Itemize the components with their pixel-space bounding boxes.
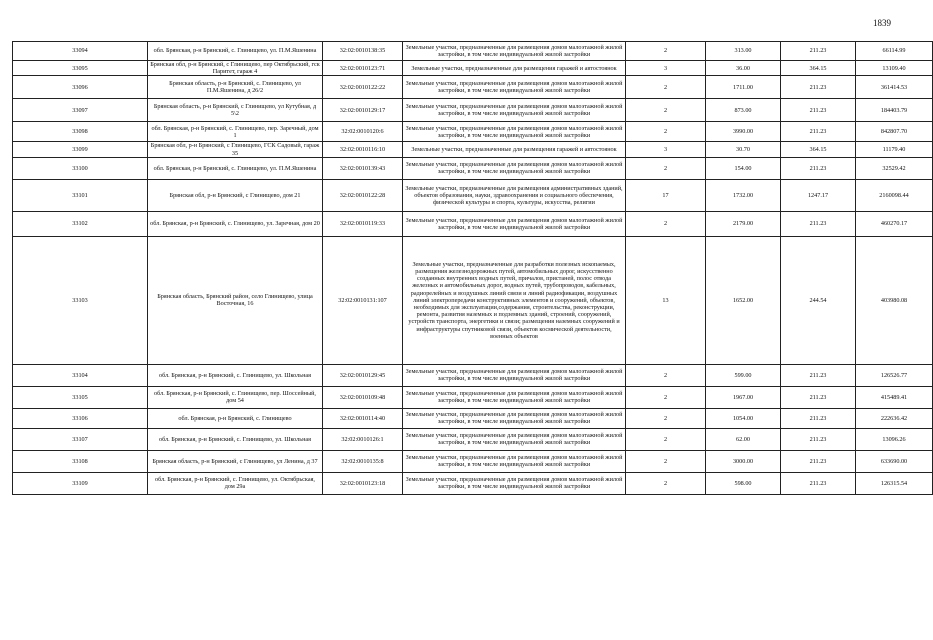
row-group: 2 bbox=[626, 157, 706, 179]
row-group: 2 bbox=[626, 42, 706, 61]
row-group: 2 bbox=[626, 386, 706, 408]
row-cadastral-value: 415489.41 bbox=[856, 386, 933, 408]
table-row bbox=[13, 211, 933, 236]
row-group: 2 bbox=[626, 364, 706, 386]
row-cadastral-number: 32:02:0010131:107 bbox=[323, 236, 403, 364]
row-id: 33101 bbox=[13, 179, 148, 211]
table-row bbox=[13, 408, 933, 428]
row-permitted-use: Земельные участки, предназначенные для размещения домов малоэтажной жилой застройки, в том числе индивидуальной жилой застройки bbox=[403, 42, 626, 61]
row-address: обл. Брянская, р-н Брянский, с. Глинищево, пер. Шоссейный, дом 54 bbox=[148, 386, 323, 408]
row-address: обл. Брянская, р-н Брянский, с. Глинищево, ул. П.М.Яшенина bbox=[148, 157, 323, 179]
row-cadastral-number: 32:02:0010135:8 bbox=[323, 450, 403, 472]
row-cadastral-number: 32:02:0010129:45 bbox=[323, 364, 403, 386]
row-address: Брянская область, р-н Брянский, с. Глинищево, ул П.М.Яшенина, д 26/2 bbox=[148, 76, 323, 99]
row-id: 33099 bbox=[13, 142, 148, 157]
row-cadastral-value: 11179.40 bbox=[856, 142, 933, 157]
table-row bbox=[13, 450, 933, 472]
row-cadastral-value: 842807.70 bbox=[856, 122, 933, 142]
row-area: 36.00 bbox=[706, 61, 781, 76]
row-permitted-use: Земельные участки, предназначенные для размещения домов малоэтажной жилой застройки, в том числе индивидуальной жилой застройки bbox=[403, 122, 626, 142]
row-cadastral-number: 32:02:0010126:1 bbox=[323, 428, 403, 450]
row-address: обл. Брянская, р-н Брянский, с. Глинищево, ул. П.М.Яшенина bbox=[148, 42, 323, 61]
row-id: 33105 bbox=[13, 386, 148, 408]
row-unit-rate: 1247.17 bbox=[781, 179, 856, 211]
row-cadastral-value: 222636.42 bbox=[856, 408, 933, 428]
row-area: 3990.00 bbox=[706, 122, 781, 142]
row-cadastral-value: 66114.99 bbox=[856, 42, 933, 61]
row-id: 33102 bbox=[13, 211, 148, 236]
row-area: 30.70 bbox=[706, 142, 781, 157]
row-id: 33096 bbox=[13, 76, 148, 99]
row-area: 1054.00 bbox=[706, 408, 781, 428]
row-cadastral-value: 184403.79 bbox=[856, 99, 933, 122]
row-cadastral-number: 32:02:0010109:48 bbox=[323, 386, 403, 408]
table-row bbox=[13, 42, 933, 61]
row-group: 2 bbox=[626, 472, 706, 494]
row-cadastral-value: 126315.54 bbox=[856, 472, 933, 494]
row-group: 3 bbox=[626, 142, 706, 157]
row-unit-rate: 211.23 bbox=[781, 386, 856, 408]
table-row bbox=[13, 179, 933, 211]
row-area: 598.00 bbox=[706, 472, 781, 494]
row-unit-rate: 211.23 bbox=[781, 428, 856, 450]
row-permitted-use: Земельные участки, предназначенные для размещения гаражей и автостоянок bbox=[403, 61, 626, 76]
row-permitted-use: Земельные участки, предназначенные для разработки полезных ископаемых, размещения железнодорожных путей, автомобильных дорог, искусственно созданных внутренних водных путей, причалов, пристаней, полос отвода железных и автомобильных дорог, водных путей, трубопроводов, кабельных, радиорелейных и воздушных линий связи и линий радиофикации, воздушных линий электропередачи конструктивных элементов и сооружений, объектов, необходимых для эксплуатации,содержания, строительства, реконструкции, ремонта, развития наземных и подземных зданий, строений, сооружений, устройств транспорта, энергетики и связи; размещения наземных сооружений и инфраструктуры спутниковой связи, объектов космической деятельности, военных объектов bbox=[403, 236, 626, 364]
row-unit-rate: 211.23 bbox=[781, 364, 856, 386]
row-unit-rate: 364.15 bbox=[781, 142, 856, 157]
table-body bbox=[13, 42, 933, 495]
row-address: Брянская область, р-н Брянский, с Глинищево, ул Кутубная, д 5\2 bbox=[148, 99, 323, 122]
row-cadastral-value: 361414.53 bbox=[856, 76, 933, 99]
row-address: обл. Брянская, р-н Брянский, с. Глинищево bbox=[148, 408, 323, 428]
row-area: 1967.00 bbox=[706, 386, 781, 408]
row-cadastral-value: 13096.26 bbox=[856, 428, 933, 450]
row-group: 2 bbox=[626, 99, 706, 122]
row-group: 2 bbox=[626, 211, 706, 236]
row-id: 33104 bbox=[13, 364, 148, 386]
row-cadastral-number: 32:02:0010122:22 bbox=[323, 76, 403, 99]
table-row bbox=[13, 472, 933, 494]
row-id: 33098 bbox=[13, 122, 148, 142]
row-unit-rate: 211.23 bbox=[781, 472, 856, 494]
row-address: обл. Брянская, р-н Брянский, с. Глинищево, ул. Школьная bbox=[148, 364, 323, 386]
row-permitted-use: Земельные участки, предназначенные для размещения домов малоэтажной жилой застройки, в том числе индивидуальной жилой застройки bbox=[403, 450, 626, 472]
row-cadastral-number: 32:02:0010123:18 bbox=[323, 472, 403, 494]
row-cadastral-value: 403980.08 bbox=[856, 236, 933, 364]
row-unit-rate: 211.23 bbox=[781, 157, 856, 179]
row-unit-rate: 211.23 bbox=[781, 76, 856, 99]
table-row bbox=[13, 61, 933, 76]
row-id: 33095 bbox=[13, 61, 148, 76]
row-cadastral-value: 13109.40 bbox=[856, 61, 933, 76]
row-area: 1732.00 bbox=[706, 179, 781, 211]
row-address: Брянская обл, р-н Брянский, с Глинищево, ГСК Садовый, гараж 35 bbox=[148, 142, 323, 157]
row-cadastral-number: 32:02:0010116:10 bbox=[323, 142, 403, 157]
row-cadastral-number: 32:02:0010138:35 bbox=[323, 42, 403, 61]
row-permitted-use: Земельные участки, предназначенные для размещения домов малоэтажной жилой застройки, в том числе индивидуальной жилой застройки bbox=[403, 211, 626, 236]
row-cadastral-value: 126526.77 bbox=[856, 364, 933, 386]
row-address: обл. Брянская, р-н Брянский, с. Глинищево, ул. Октябрьская, дом 29а bbox=[148, 472, 323, 494]
row-address: Брянская обл, р-н Брянский, с Глинищево, дом 21 bbox=[148, 179, 323, 211]
table-row bbox=[13, 99, 933, 122]
row-group: 2 bbox=[626, 76, 706, 99]
table-row bbox=[13, 157, 933, 179]
row-permitted-use: Земельные участки, предназначенные для размещения домов малоэтажной жилой застройки, в том числе индивидуальной жилой застройки bbox=[403, 157, 626, 179]
row-permitted-use: Земельные участки, предназначенные для размещения домов малоэтажной жилой застройки, в том числе индивидуальной жилой застройки bbox=[403, 408, 626, 428]
row-id: 33106 bbox=[13, 408, 148, 428]
row-permitted-use: Земельные участки, предназначенные для размещения домов малоэтажной жилой застройки, в том числе индивидуальной жилой застройки bbox=[403, 472, 626, 494]
row-group: 3 bbox=[626, 61, 706, 76]
row-cadastral-number: 32:02:0010122:28 bbox=[323, 179, 403, 211]
row-area: 62.00 bbox=[706, 428, 781, 450]
row-permitted-use: Земельные участки, предназначенные для размещения домов малоэтажной жилой застройки, в том числе индивидуальной жилой застройки bbox=[403, 428, 626, 450]
row-permitted-use: Земельные участки, предназначенные для размещения домов малоэтажной жилой застройки, в том числе индивидуальной жилой застройки bbox=[403, 364, 626, 386]
row-id: 33107 bbox=[13, 428, 148, 450]
row-unit-rate: 211.23 bbox=[781, 99, 856, 122]
row-id: 33108 bbox=[13, 450, 148, 472]
row-cadastral-value: 633690.00 bbox=[856, 450, 933, 472]
row-area: 2179.00 bbox=[706, 211, 781, 236]
row-id: 33103 bbox=[13, 236, 148, 364]
row-cadastral-value: 32529.42 bbox=[856, 157, 933, 179]
row-unit-rate: 211.23 bbox=[781, 211, 856, 236]
table-row bbox=[13, 386, 933, 408]
row-address: обл. Брянская, р-н Брянский, с. Глинищево, ул. Заречная, дом 20 bbox=[148, 211, 323, 236]
page-number: 1839 bbox=[873, 18, 891, 28]
row-unit-rate: 211.23 bbox=[781, 42, 856, 61]
row-cadastral-number: 32:02:0010114:40 bbox=[323, 408, 403, 428]
cadastral-value-table bbox=[12, 41, 933, 495]
row-address: Брянская область, р-н Брянский, с Глинищево, ул Ленина, д 37 bbox=[148, 450, 323, 472]
row-area: 599.00 bbox=[706, 364, 781, 386]
table-row bbox=[13, 428, 933, 450]
row-cadastral-number: 32:02:0010119:33 bbox=[323, 211, 403, 236]
row-area: 1711.00 bbox=[706, 76, 781, 99]
row-group: 2 bbox=[626, 408, 706, 428]
table-row bbox=[13, 364, 933, 386]
row-unit-rate: 244.54 bbox=[781, 236, 856, 364]
row-unit-rate: 211.23 bbox=[781, 450, 856, 472]
row-area: 3000.00 bbox=[706, 450, 781, 472]
row-address: Брянская область, Брянский район, село Глинищево, улица Восточная, 16 bbox=[148, 236, 323, 364]
row-permitted-use: Земельные участки, предназначенные для размещения административных зданий, объектов образования, науки, здравоохранения и социального обеспечения, физической культуры и спорта, культуры, искусства, религии bbox=[403, 179, 626, 211]
row-id: 33100 bbox=[13, 157, 148, 179]
row-group: 2 bbox=[626, 428, 706, 450]
row-unit-rate: 211.23 bbox=[781, 122, 856, 142]
row-area: 313.00 bbox=[706, 42, 781, 61]
row-address: Брянская обл, р-н Брянский, с Глинищево, пер Октябрьский, гск Паритет, гараж 4 bbox=[148, 61, 323, 76]
table-row bbox=[13, 122, 933, 142]
row-permitted-use: Земельные участки, предназначенные для размещения домов малоэтажной жилой застройки, в том числе индивидуальной жилой застройки bbox=[403, 386, 626, 408]
row-permitted-use: Земельные участки, предназначенные для размещения домов малоэтажной жилой застройки, в том числе индивидуальной жилой застройки bbox=[403, 76, 626, 99]
row-id: 33109 bbox=[13, 472, 148, 494]
row-cadastral-value: 460270.17 bbox=[856, 211, 933, 236]
row-permitted-use: Земельные участки, предназначенные для размещения домов малоэтажной жилой застройки, в том числе индивидуальной жилой застройки bbox=[403, 99, 626, 122]
row-area: 873.00 bbox=[706, 99, 781, 122]
row-area: 1652.00 bbox=[706, 236, 781, 364]
row-group: 2 bbox=[626, 450, 706, 472]
row-cadastral-number: 32:02:0010120:6 bbox=[323, 122, 403, 142]
row-group: 2 bbox=[626, 122, 706, 142]
row-unit-rate: 211.23 bbox=[781, 408, 856, 428]
row-id: 33094 bbox=[13, 42, 148, 61]
row-address: обл. Брянская, р-н Брянский, с. Глинищево, ул. Школьная bbox=[148, 428, 323, 450]
row-permitted-use: Земельные участки, предназначенные для размещения гаражей и автостоянок bbox=[403, 142, 626, 157]
row-address: обл. Брянская, р-н Брянский, с. Глинищево, пер. Заречный, дом 1 bbox=[148, 122, 323, 142]
row-area: 154.00 bbox=[706, 157, 781, 179]
row-id: 33097 bbox=[13, 99, 148, 122]
table-row bbox=[13, 142, 933, 157]
row-group: 13 bbox=[626, 236, 706, 364]
row-group: 17 bbox=[626, 179, 706, 211]
row-cadastral-number: 32:02:0010123:71 bbox=[323, 61, 403, 76]
row-unit-rate: 364.15 bbox=[781, 61, 856, 76]
row-cadastral-value: 2160098.44 bbox=[856, 179, 933, 211]
table-row bbox=[13, 76, 933, 99]
row-cadastral-number: 32:02:0010129:17 bbox=[323, 99, 403, 122]
row-cadastral-number: 32:02:0010139:43 bbox=[323, 157, 403, 179]
table-row bbox=[13, 236, 933, 364]
